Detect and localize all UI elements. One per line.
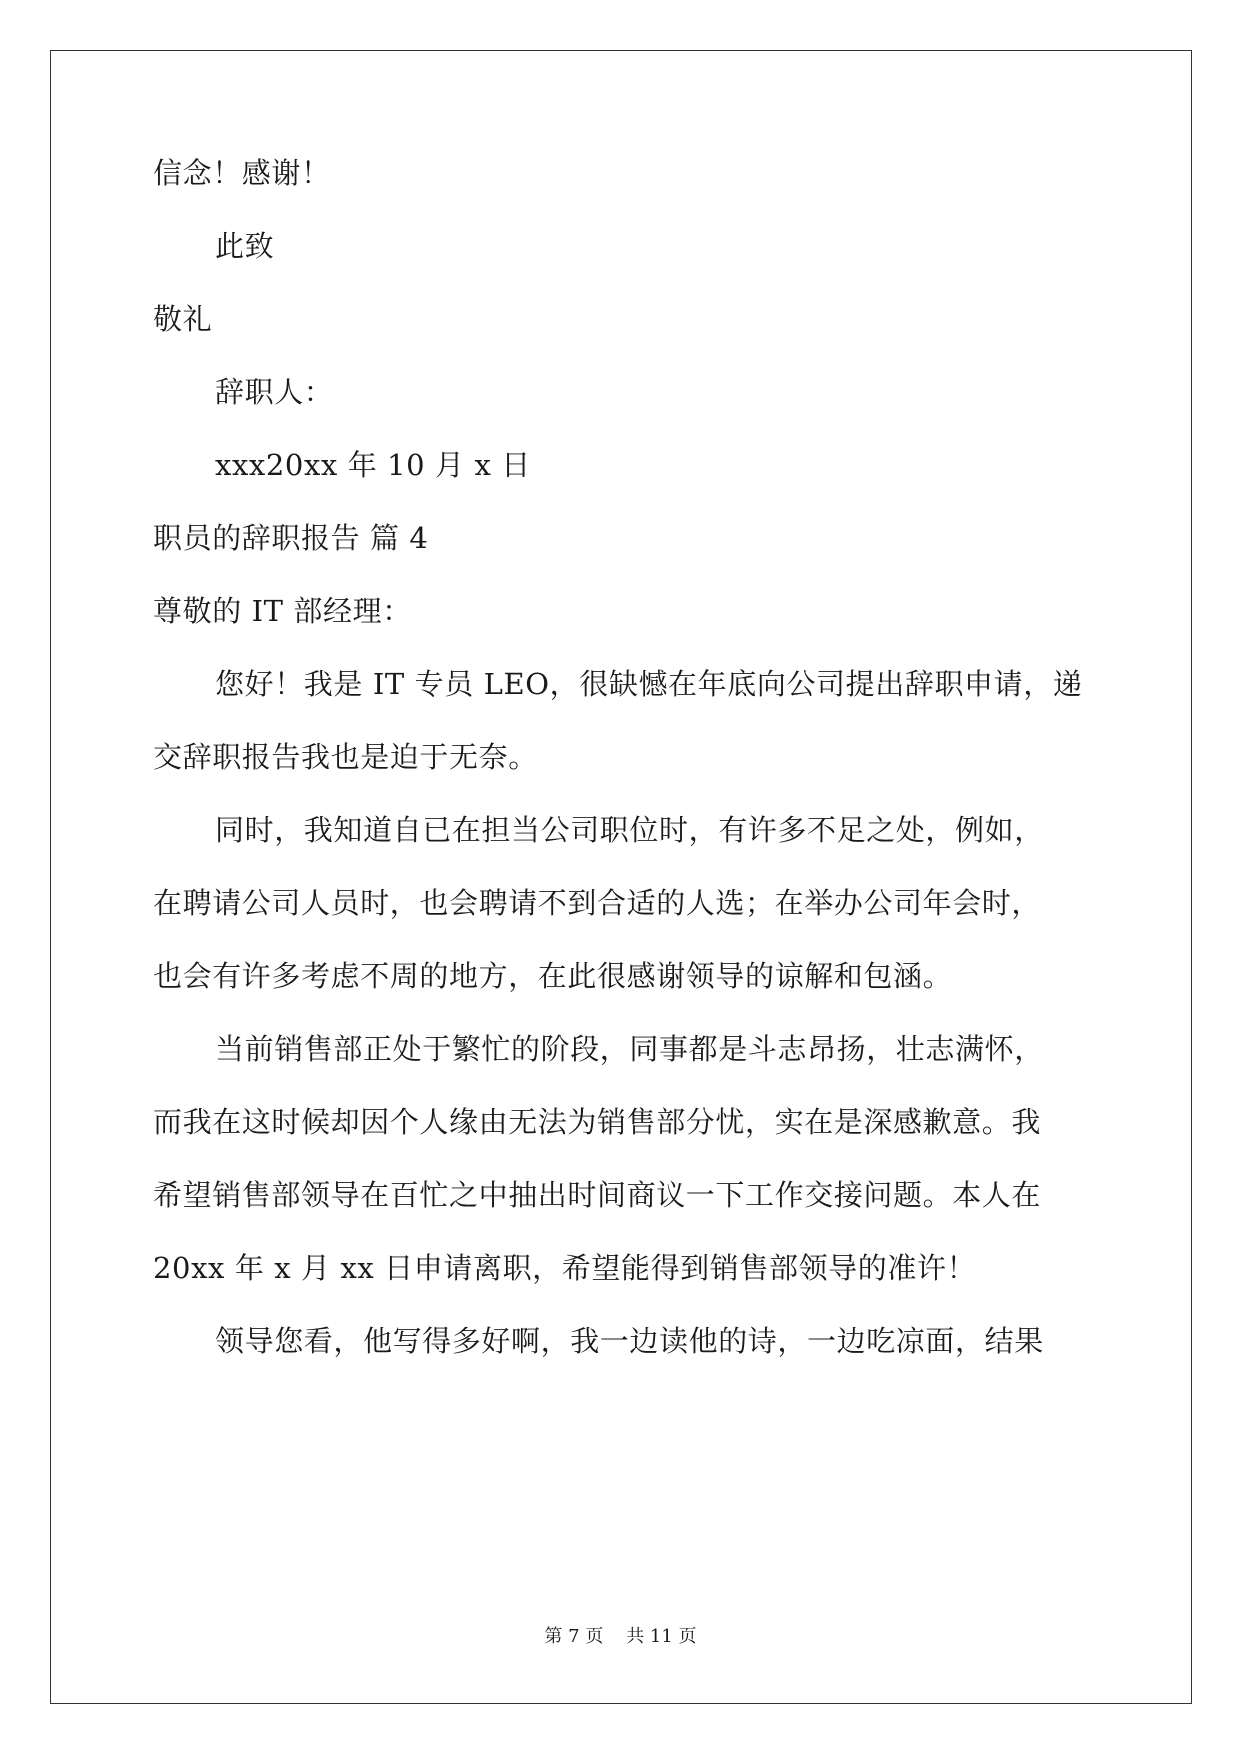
text-line-closing-thanks: 信念！感谢！ <box>153 156 331 190</box>
paragraph-line: 您好！我是 IT 专员 LEO，很缺憾在年底向公司提出辞职申请，递 <box>215 667 1083 701</box>
paragraph-line: 也会有许多考虑不周的地方，在此很感谢领导的谅解和包涵。 <box>153 959 953 993</box>
paragraph-line: 当前销售部正处于繁忙的阶段，同事都是斗志昂扬，壮志满怀， <box>215 1032 1044 1066</box>
page-border <box>50 50 1192 1704</box>
text-line-salutation-jingli: 敬礼 <box>153 302 213 336</box>
page-number-footer: 第 7 页 共 11 页 <box>544 1626 697 1647</box>
section-heading: 职员的辞职报告 篇 4 <box>153 521 429 555</box>
paragraph-line: 20xx 年 x 月 xx 日申请离职，希望能得到销售部领导的准许！ <box>153 1251 977 1285</box>
paragraph-line: 交辞职报告我也是迫于无奈。 <box>153 740 538 774</box>
text-line-salutation-cizhi: 此致 <box>215 229 275 263</box>
text-line-addressee: 尊敬的 IT 部经理： <box>153 594 412 628</box>
text-line-resigner: 辞职人： <box>215 375 334 409</box>
paragraph-line: 希望销售部领导在百忙之中抽出时间商议一下工作交接问题。本人在 <box>153 1178 1042 1212</box>
paragraph-line: 在聘请公司人员时，也会聘请不到合适的人选；在举办公司年会时， <box>153 886 1042 920</box>
paragraph-line: 同时，我知道自已在担当公司职位时，有许多不足之处，例如， <box>215 813 1044 847</box>
paragraph-line: 领导您看，他写得多好啊，我一边读他的诗，一边吃凉面，结果 <box>215 1324 1044 1358</box>
paragraph-line: 而我在这时候却因个人缘由无法为销售部分忧，实在是深感歉意。我 <box>153 1105 1042 1139</box>
text-line-date: xxx20xx 年 10 月 x 日 <box>215 448 531 482</box>
